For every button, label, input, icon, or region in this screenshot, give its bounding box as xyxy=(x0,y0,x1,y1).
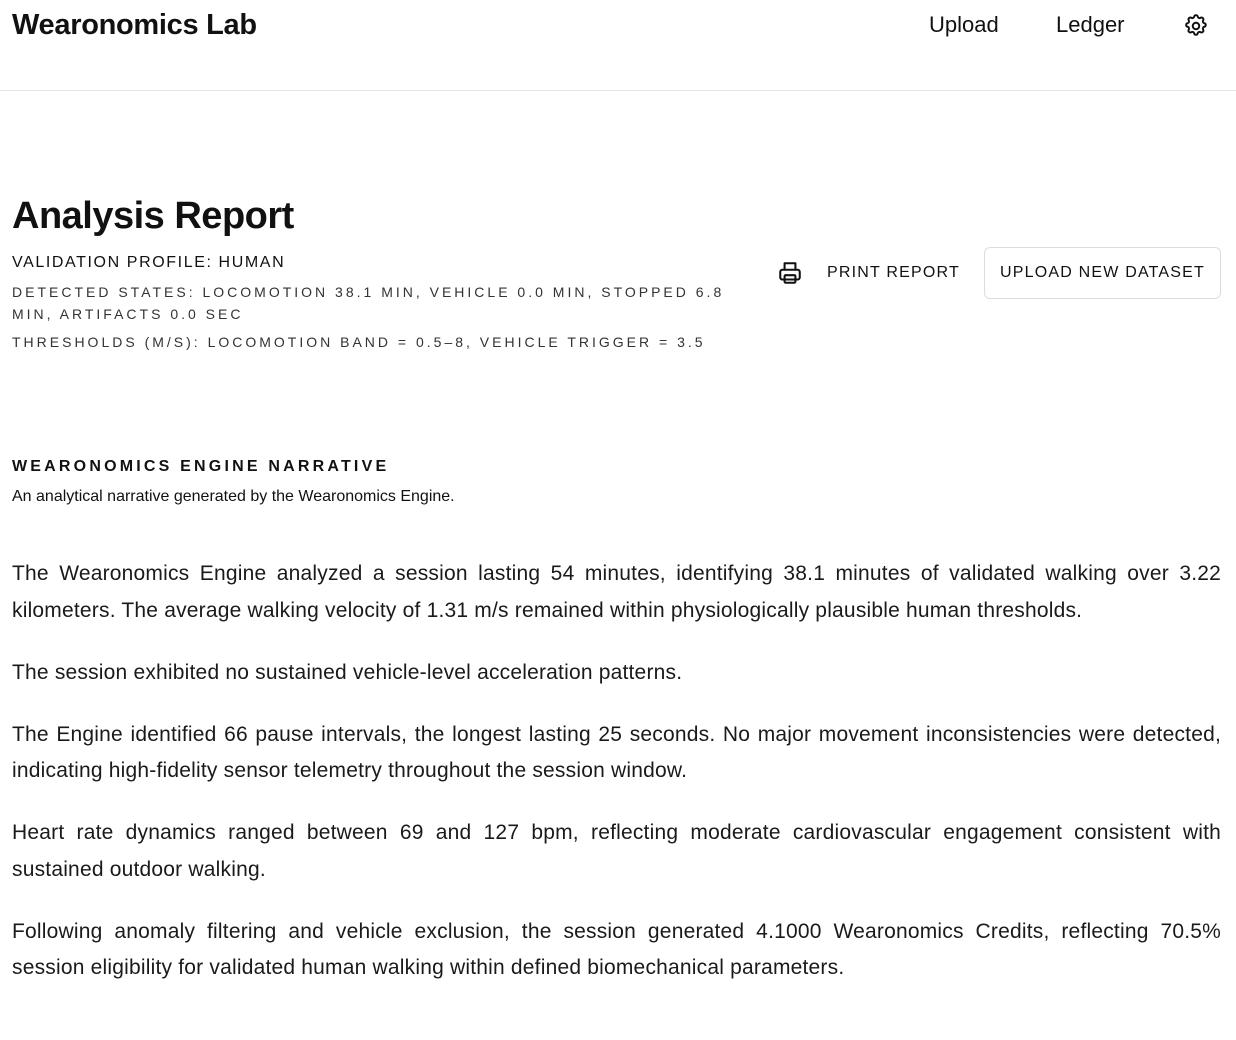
brand-logo-text[interactable]: Wearonomics Lab xyxy=(12,9,257,41)
thresholds-info: THRESHOLDS (M/S): LOCOMOTION BAND = 0.5–8, VEHICLE TRIGGER = 3.5 xyxy=(12,334,706,350)
narrative-paragraph: The session exhibited no sustained vehicle-level acceleration patterns. xyxy=(12,660,683,684)
nav-link-upload[interactable]: Upload xyxy=(929,12,999,37)
gear-icon[interactable] xyxy=(1183,13,1209,39)
nav-link-ledger[interactable]: Ledger xyxy=(1056,12,1125,37)
top-navigation-bar xyxy=(0,0,1236,91)
narrative-subheading: An analytical narrative generated by the Wearonomics Engine. xyxy=(12,488,455,505)
narrative-heading: WEARONOMICS ENGINE NARRATIVE xyxy=(12,458,390,475)
narrative-paragraph: The Engine identified 66 pause intervals, the longest lasting 25 seconds. No major movement inconsistencies were detected, indicating high-fidelity sensor telemetry throughout the session window. xyxy=(12,722,1221,782)
validation-profile: VALIDATION PROFILE: HUMAN xyxy=(12,254,286,271)
narrative-body xyxy=(12,556,1221,1012)
detected-states: DETECTED STATES: LOCOMOTION 38.1 MIN, VEHICLE 0.0 MIN, STOPPED 6.8 MIN, ARTIFACTS 0.0 SEC xyxy=(12,284,725,322)
print-report-label: PRINT REPORT xyxy=(827,264,960,281)
narrative-paragraph: The Wearonomics Engine analyzed a session lasting 54 minutes, identifying 38.1 minutes of validated walking over 3.22 kilometers. The average walking velocity of 1.31 m/s remained within physiologically plausible human thresholds. xyxy=(12,562,1221,622)
narrative-paragraph: Following anomaly filtering and vehicle exclusion, the session generated 4.1000 Wearonomics Credits, reflecting 70.5% session eligibility for validated human walking within defined biomechanical parameters. xyxy=(12,919,1221,979)
page-title: Analysis Report xyxy=(12,195,294,237)
print-report-button[interactable] xyxy=(770,250,960,296)
printer-icon xyxy=(777,260,803,286)
upload-new-dataset-button[interactable]: UPLOAD NEW DATASET xyxy=(984,247,1221,299)
narrative-paragraph: Heart rate dynamics ranged between 69 and 127 bpm, reflecting moderate cardiovascular engagement consistent with sustained outdoor walking. xyxy=(12,821,1221,881)
